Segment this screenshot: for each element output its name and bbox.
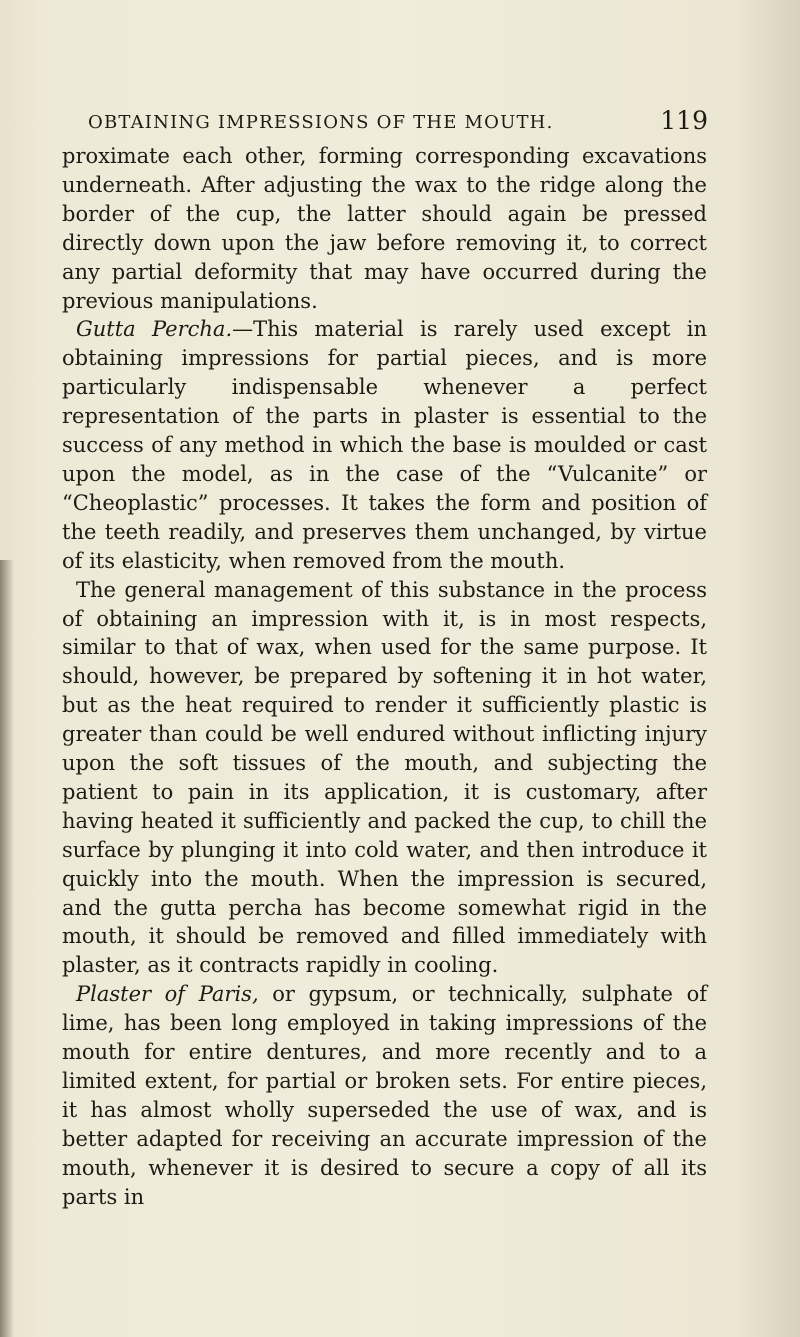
paragraph-plaster-of-paris <box>62 980 707 1211</box>
section-lead-gutta-percha: Gutta Percha. <box>76 317 233 342</box>
paragraph-text: The general management of this substance in the process of obtaining an impression with it, is in most respects, similar to that of wax, when used for the same purpose. It should, however, be prepared by softening it in hot water, but as the heat required to render it sufficiently plastic is greater than could be well endured without inflicting injury upon the soft tissues of the mouth, and subjecting the patient to pain in its application, it is customary, after having heated it sufficiently and packed the cup, to chill the surface by plunging it into cold water, and then introduce it quickly into the mouth. When the impression is secured, and the gutta percha has become somewhat rigid in the mouth, it should be removed and filled immediately with plaster, as it contracts rapidly in cooling. <box>62 577 707 978</box>
paragraph-continuation <box>62 142 707 315</box>
paragraph-text: or gypsum, or technically, sulphate of lime, has been long employed in taking impressions of the mouth for entire dentures, and more recently and to a limited extent, for partial or broken sets. For entire pieces, it has almost wholly superseded the use of wax, and is better adapted for receiving an accurate impression of the mouth, whenever it is desired to secure a copy of all its parts in <box>62 982 707 1209</box>
paragraph-management <box>62 576 707 981</box>
running-head: OBTAINING IMPRESSIONS OF THE MOUTH. <box>88 112 554 133</box>
page-number: 119 <box>660 106 708 135</box>
section-lead-plaster-of-paris: Plaster of Paris, <box>76 982 259 1007</box>
page-header <box>88 106 708 138</box>
paragraph-gutta-percha <box>62 315 707 575</box>
paragraph-text: proximate each other, forming corresponding excavations underneath. After adjusting the wax to the ridge along the border of the cup, the latter should again be pressed directly down upon the jaw before removing it, to correct any partial deformity that may have occurred during the previous manipulations. <box>62 144 707 313</box>
binding-shadow <box>0 560 14 1337</box>
paragraph-text: —This material is rarely used except in obtaining impressions for partial pieces, and is more particularly indispensable whenever a perfect representation of the parts in plaster is essential to the success of any method in which the base is moulded or cast upon the model, as in the case of the “Vulcanite” or “Cheoplastic” processes. It takes the form and position of the teeth readily, and preserves them unchanged, by virtue of its elasticity, when removed from the mouth. <box>62 317 707 573</box>
body-text <box>62 142 707 1212</box>
